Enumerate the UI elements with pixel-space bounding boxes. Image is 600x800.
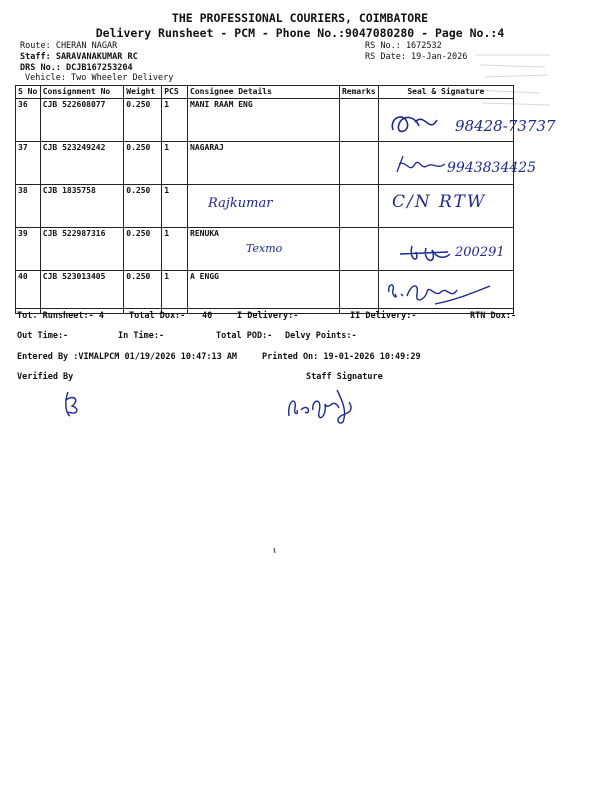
- cell-sno: 38: [16, 185, 41, 228]
- header-pcs: PCS: [162, 86, 188, 99]
- route: Route: CHERAN NAGAR: [20, 41, 118, 51]
- cell-pcs: 1: [162, 271, 188, 314]
- cell-pcs: 1: [162, 228, 188, 271]
- cell-consignment: CJB 522987316: [40, 228, 123, 271]
- handwritten-seal-38: C/N RTW: [392, 192, 487, 212]
- company-title: THE PROFESSIONAL COURIERS, COIMBATORE: [171, 11, 429, 25]
- staff-signature-label: Staff Signature: [306, 372, 383, 382]
- cell-consignment: CJB 523013405: [40, 271, 123, 314]
- cell-consignment: CJB 1835758: [40, 185, 123, 228]
- header-sno: S No: [16, 86, 41, 99]
- cell-consignment: CJB 523249242: [40, 142, 123, 185]
- total-pod: Total POD:-: [216, 331, 273, 341]
- cell-pcs: 1: [162, 99, 188, 142]
- verified-by-label: Verified By: [17, 372, 74, 382]
- total-dox-value: 40: [202, 311, 213, 321]
- cell-pcs: 1: [162, 142, 188, 185]
- rs-number: RS No.: 1672532: [365, 41, 442, 51]
- cell-remarks: [339, 142, 378, 185]
- cell-consignee: NAGARAJ: [188, 142, 340, 185]
- i-delivery: I Delivery:-: [237, 311, 299, 321]
- cell-sno: 39: [16, 228, 41, 271]
- cell-consignee: RENUKA: [188, 228, 340, 271]
- cell-sno: 37: [16, 142, 41, 185]
- signature-row-39: [398, 240, 453, 268]
- signature-row-37: [393, 152, 453, 180]
- staff-signature-mark: [283, 382, 358, 430]
- tot-runsheet: Tot. Runsheet:- 4: [17, 311, 104, 321]
- handwritten-consignee-39: Texmo: [246, 242, 283, 255]
- header-weight: Weight: [124, 86, 162, 99]
- table-header-row: [16, 86, 514, 99]
- staff: Staff: SARAVANAKUMAR RC: [20, 52, 138, 62]
- entered-by: Entered By :VIMALPCM 01/19/2026 10:47:13 AM: [17, 352, 238, 362]
- handwritten-seal-37: 9943834425: [447, 160, 537, 176]
- printed-on: Printed On: 19-01-2026 10:49:29: [262, 352, 421, 362]
- cell-weight: 0.250: [124, 228, 162, 271]
- handwritten-consignee-38: Rajkumar: [208, 196, 273, 211]
- vehicle: Vehicle: Two Wheeler Delivery: [25, 73, 174, 83]
- header-consignment: Consignment No: [40, 86, 123, 99]
- signature-row-36: [385, 108, 455, 143]
- cell-remarks: [339, 185, 378, 228]
- header-seal-signature: Seal & Signature: [378, 86, 513, 99]
- delvy-points: Delvy Points:-: [285, 331, 357, 341]
- cell-consignee: MANI RAAM ENG: [188, 99, 340, 142]
- header-consignee: Consignee Details: [188, 86, 340, 99]
- stray-mark: [273, 548, 277, 554]
- cell-remarks: [339, 99, 378, 142]
- cell-pcs: 1: [162, 185, 188, 228]
- cell-weight: 0.250: [124, 185, 162, 228]
- cell-weight: 0.250: [124, 99, 162, 142]
- drs-number: DRS No.: DCJB167253204: [20, 63, 133, 73]
- signature-row-40: [385, 278, 495, 310]
- cell-consignment: CJB 522608077: [40, 99, 123, 142]
- rs-date: RS Date: 19-Jan-2026: [365, 52, 468, 62]
- cell-remarks: [339, 228, 378, 271]
- ii-delivery: II Delivery:-: [350, 311, 417, 321]
- cell-consignee: A ENGG: [188, 271, 340, 314]
- cell-sno: 40: [16, 271, 41, 314]
- cell-weight: 0.250: [124, 271, 162, 314]
- table-bottom-rule: [15, 308, 514, 309]
- verified-by-signature: [58, 388, 88, 420]
- total-dox-label: Total Dox:-: [129, 311, 186, 321]
- handwritten-seal-36: 98428-73737: [455, 117, 556, 135]
- out-time: Out Time:-: [17, 331, 69, 341]
- cell-sno: 36: [16, 99, 41, 142]
- rtn-dox: RTN Dox:-: [470, 311, 517, 321]
- runsheet-title: Delivery Runsheet - PCM - Phone No.:9047080280 - Page No.:4: [95, 26, 505, 40]
- cell-weight: 0.250: [124, 142, 162, 185]
- in-time: In Time:-: [118, 331, 165, 341]
- handwritten-seal-39: 200291: [455, 245, 505, 260]
- header-remarks: Remarks: [339, 86, 378, 99]
